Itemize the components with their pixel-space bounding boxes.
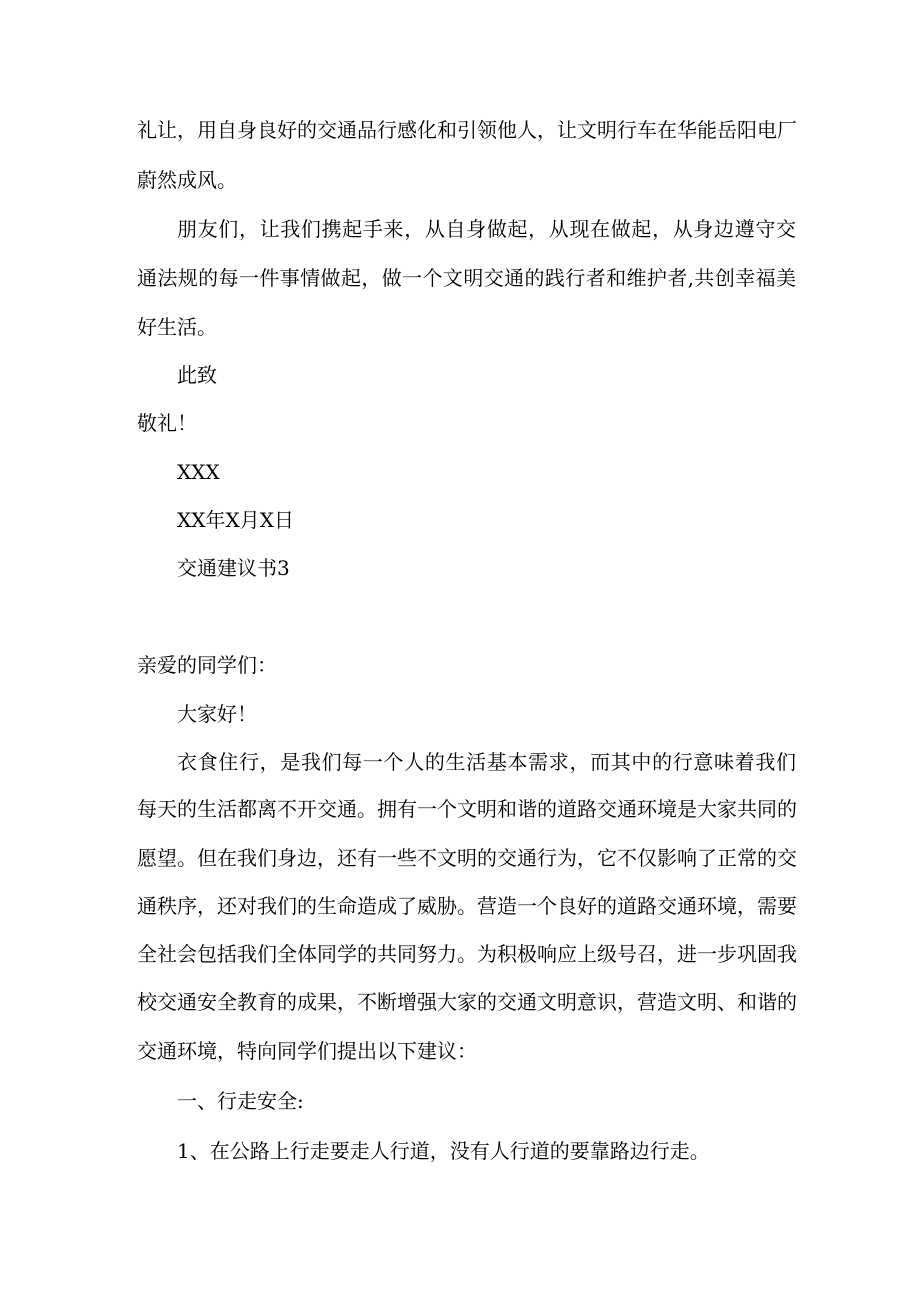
list-item: 1、在公路上行走要走人行道，没有人行道的要靠路边行走。 <box>177 1139 710 1163</box>
hello-text: 大家好！ <box>177 702 257 726</box>
paragraph-line: 朋友们，让我们携起手来，从自身做起，从现在做起，从身边遵守交 <box>177 217 796 241</box>
paragraph-line: 愿望。但在我们身边，还有一些不文明的交通行为，它不仅影响了正常的交 <box>137 846 797 870</box>
paragraph-line: 通秩序，还对我们的生命造成了威胁。营造一个良好的道路交通环境，需要 <box>137 894 797 918</box>
paragraph-line: 全社会包括我们全体同学的共同努力。为积极响应上级号召，进一步巩固我 <box>137 942 797 966</box>
section-title: 交通建议书3 <box>177 556 290 580</box>
paragraph-line: 礼让，用自身良好的交通品行感化和引领他人，让文明行车在华能岳阳电厂 <box>137 118 797 142</box>
date-text: XX年X月X日 <box>177 508 294 532</box>
paragraph-line: 每天的生活都离不开交通。拥有一个文明和谐的道路交通环境是大家共同的 <box>137 797 797 821</box>
paragraph-line: 蔚然成风。 <box>137 168 237 192</box>
paragraph-line: 通法规的每一件事情做起，做一个文明交通的践行者和维护者,共创幸福美 <box>137 266 796 290</box>
salute-text: 敬礼！ <box>137 411 197 435</box>
paragraph-line: 好生活。 <box>137 315 217 339</box>
heading-walking-safety: 一、行走安全: <box>177 1089 304 1113</box>
paragraph-line: 校交通安全教育的成果，不断增强大家的交通文明意识，营造文明、和谐的 <box>137 990 797 1014</box>
greeting-text: 亲爱的同学们： <box>137 653 277 677</box>
signature-text: XXX <box>177 460 220 484</box>
paragraph-line: 交通环境，特向同学们提出以下建议： <box>137 1039 477 1063</box>
closing-text: 此致 <box>177 363 217 387</box>
paragraph-line: 衣食住行，是我们每一个人的生活基本需求，而其中的行意味着我们 <box>177 750 796 774</box>
